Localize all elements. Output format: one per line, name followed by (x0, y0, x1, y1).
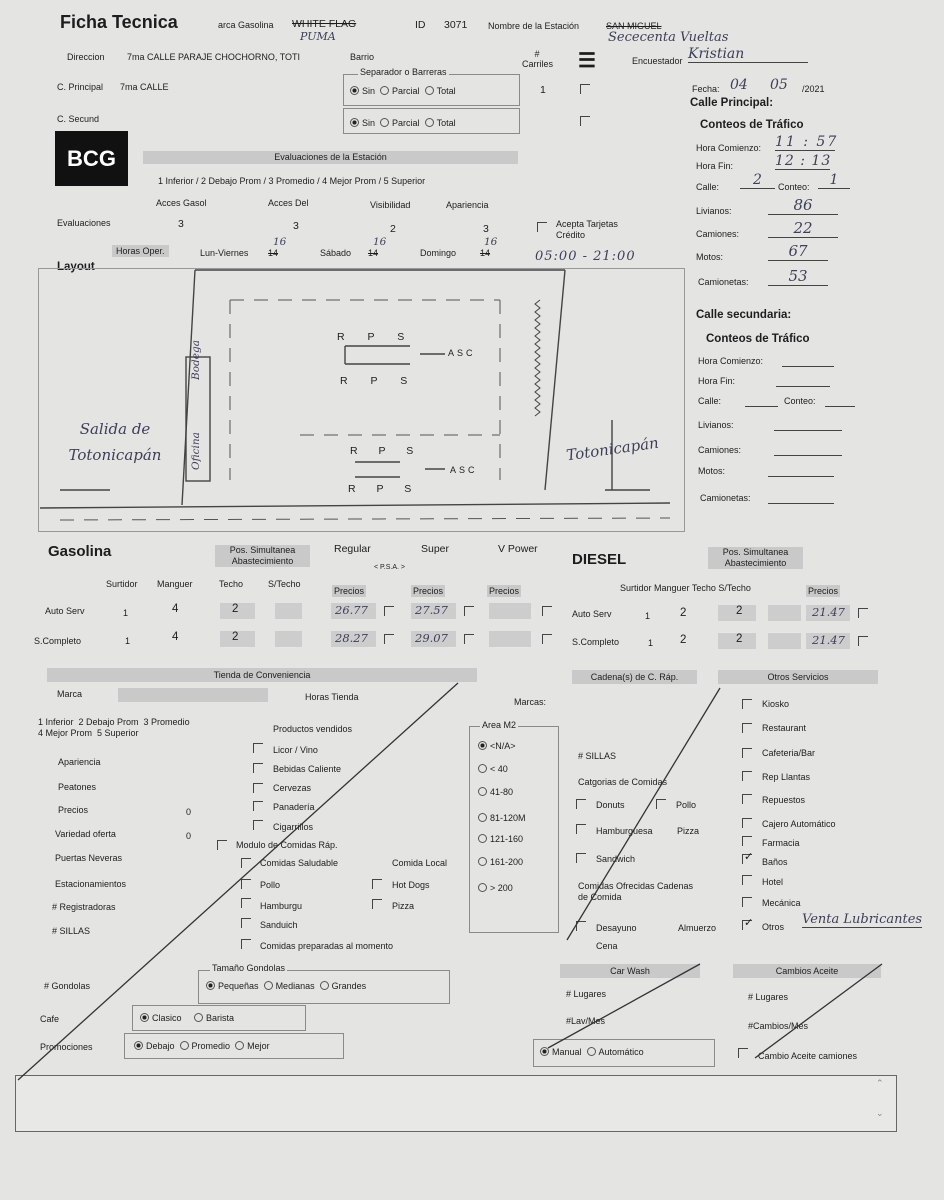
gas-techo[interactable]: 2 (220, 631, 255, 647)
gas-precios-vpower: Precios (489, 586, 520, 596)
lv-handwritten: 16 (273, 236, 287, 248)
main-conteo-label: Conteo: (778, 182, 810, 192)
carwash-title: Car Wash (560, 964, 700, 978)
gas-regular-price[interactable]: 28.27 (331, 631, 376, 647)
diesel-header: Surtidor Manguer Techo S/Techo (620, 583, 751, 593)
sanduich-label: Sanduich (260, 920, 298, 930)
otros-title: Otros Servicios (718, 670, 878, 684)
area-option-label: > 200 (490, 883, 513, 893)
marcas-label: Marcas: (514, 697, 547, 707)
banos-label: Baños (762, 857, 788, 867)
diesel-techo[interactable]: 2 (718, 633, 756, 649)
categorias-label: Catgorias de Comidas (578, 777, 668, 787)
layout-title: Layout (57, 261, 95, 273)
pollo-label: Pollo (260, 880, 281, 890)
eval-col-1-value[interactable]: 3 (293, 220, 299, 232)
main-livianos-label: Livianos: (696, 206, 732, 216)
almuerzo-label: Almuerzo (678, 923, 717, 933)
sin-label: Sin (362, 86, 376, 96)
cambio-camiones-label: Cambio Aceite camiones (758, 1051, 858, 1061)
grandes-label: Grandes (331, 981, 367, 991)
pump-island-2-bottom: R P S (348, 483, 421, 495)
licor-label: Licor / Vino (273, 745, 318, 755)
eval-col-3-label: Apariencia (446, 200, 489, 210)
parcial-label: Parcial (392, 86, 420, 96)
main-hora-fin-label: Hora Fin: (696, 161, 734, 171)
pequenas-label: Pequeñas (218, 981, 259, 991)
dom-handwritten: 16 (484, 236, 498, 248)
oficina-label: Oficina (190, 432, 202, 470)
gondolas-label: # Gondolas (44, 981, 91, 991)
pump-island-1-bottom: R P S (340, 375, 418, 387)
super-label: Super (421, 543, 450, 555)
horas-label: Horas Oper. (112, 245, 169, 257)
pizza-cat-label: Pizza (677, 826, 700, 836)
metric-sillas: # SILLAS (52, 926, 91, 936)
sab-label: Sábado (320, 248, 352, 258)
fecha-month[interactable]: 05 (770, 77, 788, 93)
promedio-label: Promedio (191, 1041, 231, 1051)
dom-label: Domingo (420, 248, 457, 258)
main-camiones-label: Camiones: (696, 229, 740, 239)
sec-calle-label: Calle: (698, 396, 722, 406)
tienda-title: Tienda de Conveniencia (47, 668, 477, 682)
eval-col-3-value[interactable]: 3 (483, 223, 489, 235)
fecha-label: Fecha: (692, 84, 720, 94)
carwash-lugares: # Lugares (566, 989, 607, 999)
metric-peatones: Peatones (58, 782, 97, 792)
eval-col-1-label: Acces Del (268, 198, 309, 208)
sab-handwritten: 16 (373, 236, 387, 248)
diesel-precios-header: Precios (808, 586, 839, 596)
cprincipal-value[interactable]: 7ma CALLE (120, 82, 169, 92)
main-hora-comienzo-label: Hora Comienzo: (696, 143, 762, 153)
pump-island-2-top: R P S (350, 445, 423, 457)
main-motos-label: Motos: (696, 252, 724, 262)
station-handwritten: Sececenta Vueltas (608, 30, 729, 45)
area-option-label: 81-120M (490, 813, 526, 823)
gas-super-price[interactable]: 29.07 (411, 631, 456, 647)
cena-label: Cena (596, 941, 618, 951)
hours-handwritten: 05:00 - 21:00 (535, 249, 636, 264)
metric-estacionamientos: Estacionamientos (55, 879, 127, 889)
sec-camionetas-label: Camionetas: (700, 493, 751, 503)
fecha-day[interactable]: 04 (730, 77, 748, 93)
hotdogs-label: Hot Dogs (392, 880, 430, 890)
sab-value[interactable]: 14 (368, 248, 379, 258)
bebidas-label: Bebidas Caliente (273, 764, 342, 774)
gas-techo[interactable]: 2 (220, 603, 255, 619)
otros-label: Otros (762, 922, 785, 932)
total-label-2: Total (436, 118, 456, 128)
pump-island-1-top: R P S (337, 331, 415, 343)
diesel-row-label: S.Completo (572, 637, 620, 647)
ofrecidas-label: Comidas Ofrecidas Cadenas de Comida (578, 881, 694, 902)
gas-stecho-header: S/Techo (268, 579, 301, 589)
mejor-label: Mejor (247, 1041, 270, 1051)
manual-label: Manual (552, 1047, 582, 1057)
vpower-label: V Power (498, 543, 538, 555)
lv-label: Lun-Viernes (200, 248, 249, 258)
traffic-light-icon: ☰ (578, 50, 596, 72)
sandwich-label: Sandwich (596, 854, 636, 864)
main-livianos-value[interactable]: 86 (768, 196, 838, 215)
medianas-label: Medianas (275, 981, 315, 991)
metric-precios: Precios (58, 805, 89, 815)
gas-techo-header: Techo (219, 579, 244, 589)
main-motos-value[interactable]: 67 (768, 242, 828, 261)
farmacia-label: Farmacia (762, 838, 800, 848)
lv-value[interactable]: 14 (268, 248, 279, 258)
area-option-label: < 40 (490, 764, 508, 774)
eval-col-2-value[interactable]: 2 (390, 223, 396, 235)
clasico-label: Clasico (152, 1013, 182, 1023)
main-camionetas-label: Camionetas: (698, 277, 749, 287)
repuestos-label: Repuestos (762, 795, 806, 805)
local-label: Comida Local (392, 858, 448, 868)
hotel-label: Hotel (762, 877, 784, 887)
banos-check-icon: ✓ (744, 851, 754, 863)
evaluations-title: Evaluaciones de la Estación (143, 151, 518, 164)
productos-label: Productos vendidos (273, 724, 353, 734)
brand-label: arca Gasolina (218, 20, 274, 30)
main-calle-value[interactable]: 2 (740, 172, 775, 189)
tienda-marca-label: Marca (57, 689, 83, 699)
main-conteos-title: Conteos de Tráfico (700, 119, 804, 131)
gasolina-title: Gasolina (48, 543, 112, 560)
metric-registradoras: # Registradoras (52, 902, 116, 912)
gas-manguer[interactable]: 4 (172, 603, 179, 615)
diesel-manguer[interactable]: 2 (680, 607, 687, 619)
carriles-label: # Carriles (522, 49, 554, 69)
area-option-label: 41-80 (490, 787, 514, 797)
gas-row-label: S.Completo (34, 636, 82, 646)
bcg-logo: BCG (55, 131, 128, 186)
diesel-techo[interactable]: 2 (718, 605, 756, 621)
main-conteo-value[interactable]: 1 (818, 172, 850, 189)
asc-label-1: ASC (448, 348, 476, 358)
encuestador-label: Encuestador (632, 56, 683, 66)
pollo-cat-label: Pollo (676, 800, 697, 810)
area-label: Area M2 (482, 720, 517, 730)
gas-precios-regular: Precios (334, 586, 365, 596)
cajero-label: Cajero Automático (762, 819, 836, 829)
diesel-surtidor[interactable]: 1 (645, 611, 651, 621)
exit-label: Salida de Totonicapán (68, 420, 162, 464)
pizza-label: Pizza (392, 901, 415, 911)
regular-label: Regular (334, 543, 371, 555)
secondary-title: Calle secundaria: (696, 309, 792, 321)
preparadas-label: Comidas preparadas al momento (260, 941, 394, 951)
eval-col-2-label: Visibilidad (370, 200, 411, 210)
gas-precios-super: Precios (413, 586, 444, 596)
scroll-up-icon[interactable]: ⌃ (876, 1078, 884, 1088)
panaderia-label: Panadería (273, 802, 315, 812)
llantas-label: Rep Llantas (762, 772, 811, 782)
dom-value[interactable]: 14 (480, 248, 491, 258)
bodega-label: Bodega (190, 340, 202, 380)
cervezas-label: Cervezas (273, 783, 312, 793)
psa-label: < P.S.A. > (374, 564, 406, 571)
cigarrillos-label: Cigarrillos (273, 822, 314, 832)
gas-super-price[interactable]: 27.57 (411, 603, 456, 619)
main-camionetas-value[interactable]: 53 (768, 267, 828, 286)
saludable-label: Comidas Saludable (260, 858, 339, 868)
cafeteria-label: Cafeteria/Bar (762, 748, 816, 758)
sec-livianos-label: Livianos: (698, 420, 734, 430)
metric-precios-value[interactable]: 0 (186, 807, 192, 817)
cadena-title: Cadena(s) de C. Ráp. (572, 670, 697, 684)
diesel-pos: Pos. Simultanea Abastecimiento (708, 547, 803, 569)
hamburgu-label: Hamburgu (260, 901, 303, 911)
cafe-label: Cafe (40, 1014, 60, 1024)
sec-conteo-label: Conteo: (784, 396, 816, 406)
area-option-label: 161-200 (490, 857, 524, 867)
secondary-conteos-title: Conteos de Tráfico (706, 333, 810, 345)
tienda-scale: 1 Inferior 2 Debajo Prom 3 Promedio 4 Mejor Prom 5 Superior (38, 717, 190, 738)
sin-label-2: Sin (362, 118, 376, 128)
gas-surtidor-header: Surtidor (106, 579, 138, 589)
cambios-lugares: # Lugares (748, 992, 789, 1002)
csecund-label: C. Secund (57, 114, 100, 124)
brand-value[interactable]: WHITE FLAG (292, 18, 357, 30)
debajo-label: Debajo (146, 1041, 175, 1051)
encuestador-value[interactable]: Kristian (688, 46, 808, 63)
separador-label: Separador o Barreras (360, 67, 447, 77)
hamburguesa-label: Hamburguesa (596, 826, 653, 836)
sec-hora-comienzo-label: Hora Comienzo: (698, 356, 764, 366)
gas-regular-price[interactable]: 26.77 (331, 603, 376, 619)
kiosko-label: Kiosko (762, 699, 790, 709)
destination-label: Totonicapán (565, 433, 660, 465)
eval-col-0-value[interactable]: 3 (178, 218, 184, 230)
station-label: Nombre de la Estación (488, 21, 580, 31)
gasolina-pos: Pos. Simultanea Abastecimiento (215, 545, 310, 567)
diesel-price[interactable]: 21.47 (806, 605, 850, 621)
tamano-label: Tamaño Gondolas (212, 963, 286, 973)
diesel-manguer[interactable]: 2 (680, 634, 687, 646)
diesel-title: DIESEL (572, 551, 627, 568)
metric-variedad-value[interactable]: 0 (186, 831, 192, 841)
desayuno-label: Desayuno (596, 923, 637, 933)
fecha-year: /2021 (802, 84, 825, 94)
tarjetas-label: Acepta Tarjetas Crédito (556, 219, 618, 240)
evaluations-row-label: Evaluaciones (57, 218, 111, 228)
parcial-label-2: Parcial (392, 118, 420, 128)
page-title: Ficha Tecnica (60, 12, 178, 32)
station-value[interactable]: SAN MIGUEL (606, 21, 662, 31)
brand-handwritten: PUMA (300, 30, 336, 43)
metric-puertas: Puertas Neveras (55, 853, 123, 863)
cambios-title: Cambios Aceite (733, 964, 881, 978)
gas-surtidor[interactable]: 1 (125, 636, 131, 646)
cprincipal-label: C. Principal (57, 82, 104, 92)
barista-label: Barista (206, 1013, 235, 1023)
tienda-horas-label: Horas Tienda (305, 692, 359, 702)
restaurant-label: Restaurant (762, 723, 807, 733)
carwash-lavmes: #Lav/Mes (566, 1016, 606, 1026)
automatico-label: Automático (598, 1047, 644, 1057)
address-label: Direccion (67, 52, 105, 62)
cadena-sillas: # SILLAS (578, 751, 617, 761)
area-option-label: 121-160 (490, 834, 524, 844)
diesel-price[interactable]: 21.47 (806, 633, 850, 649)
gas-manguer[interactable]: 4 (172, 631, 179, 643)
diesel-row-label: Auto Serv (572, 609, 612, 619)
mecanica-label: Mecánica (762, 898, 801, 908)
main-hora-fin-value[interactable]: 12 : 13 (775, 153, 832, 169)
main-calle-label: Calle: (696, 182, 720, 192)
cambios-mes: #Cambios/Mes (748, 1021, 809, 1031)
total-label: Total (436, 86, 456, 96)
gas-surtidor[interactable]: 1 (123, 608, 129, 618)
metric-apariencia: Apariencia (58, 757, 101, 767)
id-label: ID (415, 19, 426, 31)
calle-principal-title: Calle Principal: (690, 97, 774, 109)
address-value[interactable]: 7ma CALLE PARAJE CHOCHORNO, TOTI (127, 52, 301, 62)
asc-label-2: ASC (450, 465, 478, 475)
area-option-label: <N/A> (490, 741, 516, 751)
donuts-label: Donuts (596, 800, 625, 810)
sec-motos-label: Motos: (698, 466, 726, 476)
modulo-label: Modulo de Comidas Ráp. (236, 840, 338, 850)
sec-hora-fin-label: Hora Fin: (698, 376, 736, 386)
gas-manguer-header: Manguer (157, 579, 193, 589)
carriles-count[interactable]: 1 (540, 84, 546, 96)
promociones-label: Promociones (40, 1042, 93, 1052)
sec-camiones-label: Camiones: (698, 445, 742, 455)
metric-variedad: Variedad oferta (55, 829, 116, 839)
evaluations-scale: 1 Inferior / 2 Debajo Prom / 3 Promedio / 4 Mejor Prom / 5 Superior (158, 176, 426, 186)
scroll-down-icon[interactable]: ⌄ (876, 1108, 884, 1118)
main-camiones-value[interactable]: 22 (768, 219, 838, 238)
diesel-surtidor[interactable]: 1 (648, 638, 654, 648)
id-value[interactable]: 3071 (444, 19, 468, 31)
gas-row-label: Auto Serv (45, 606, 85, 616)
barrio-label: Barrio (350, 52, 375, 62)
otros-check-icon: ✓ (744, 917, 754, 929)
main-hora-comienzo-value[interactable]: 11 : 57 (775, 134, 839, 150)
otros-handwritten[interactable]: Venta Lubricantes (802, 912, 923, 927)
eval-col-0-label: Acces Gasol (156, 198, 207, 208)
